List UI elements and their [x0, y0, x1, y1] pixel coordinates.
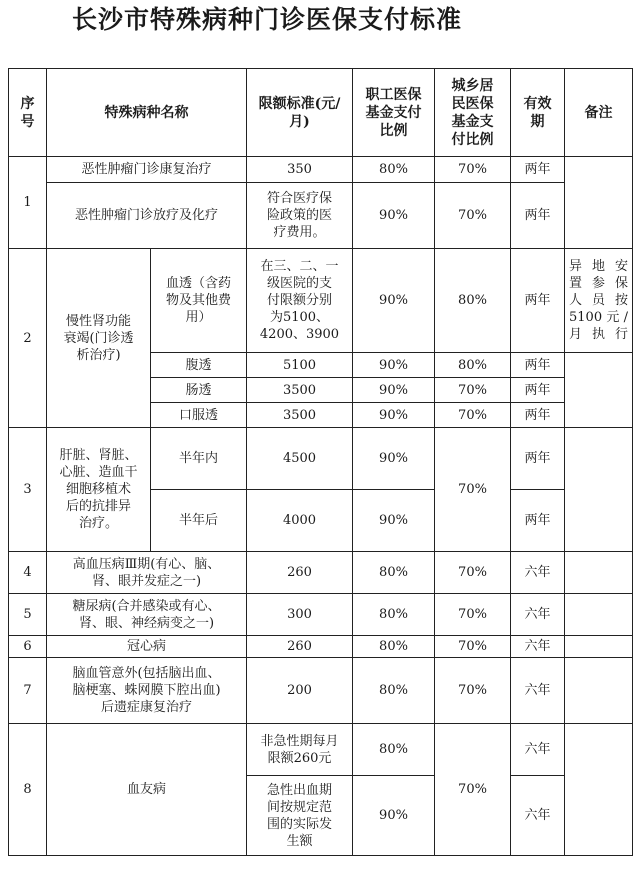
disease-name: 肝脏、肾脏、 心脏、造血干 细胞移植术 后的抗排异 治疗。: [47, 428, 151, 552]
employee-ratio: 80%: [353, 658, 435, 724]
resident-ratio: 70%: [435, 594, 511, 636]
row-number: 7: [9, 658, 47, 724]
row-number: 8: [9, 724, 47, 856]
resident-ratio: 70%: [435, 636, 511, 658]
employee-ratio: 90%: [353, 249, 435, 353]
row-number: 3: [9, 428, 47, 552]
remark-empty: [565, 353, 633, 428]
limit-value: 非急性期每月 限额260元: [247, 724, 353, 776]
employee-ratio: 80%: [353, 636, 435, 658]
limit-value: 4500: [247, 428, 353, 490]
resident-ratio: 70%: [435, 658, 511, 724]
remark-empty: [565, 724, 633, 856]
row-number: 5: [9, 594, 47, 636]
disease-name: 恶性肿瘤门诊放疗及化疗: [47, 183, 247, 249]
employee-ratio: 80%: [353, 552, 435, 594]
limit-value: 200: [247, 658, 353, 724]
header-limit: 限额标准(元/ 月): [247, 69, 353, 157]
remark-empty: [565, 428, 633, 552]
validity: 两年: [511, 353, 565, 378]
payment-standard-table: [8, 68, 633, 856]
limit-value: 300: [247, 594, 353, 636]
disease-name: 高血压病Ⅲ期(有心、脑、 肾、眼并发症之一): [47, 552, 247, 594]
sub-type: 半年内: [151, 428, 247, 490]
validity: 六年: [511, 636, 565, 658]
employee-ratio: 90%: [353, 403, 435, 428]
limit-value: 符合医疗保 险政策的医 疗费用。: [247, 183, 353, 249]
table-row: [9, 552, 633, 594]
validity: 六年: [511, 594, 565, 636]
employee-ratio: 80%: [353, 157, 435, 183]
remark-empty: [565, 157, 633, 249]
resident-ratio: 70%: [435, 724, 511, 856]
table-row: [9, 249, 633, 353]
row-number: 2: [9, 249, 47, 428]
page-title: 长沙市特殊病种门诊医保支付标准: [72, 5, 463, 34]
row-number: 1: [9, 157, 47, 249]
disease-name: 慢性肾功能 衰竭(门诊透 析治疗): [47, 249, 151, 428]
header-remarks: 备注: [565, 69, 633, 157]
validity: 两年: [511, 428, 565, 490]
sub-type: 肠透: [151, 378, 247, 403]
limit-value: 3500: [247, 403, 353, 428]
sub-type: 半年后: [151, 490, 247, 552]
employee-ratio: 90%: [353, 490, 435, 552]
header-resident-ratio: 城乡居 民医保 基金支 付比例: [435, 69, 511, 157]
validity: 两年: [511, 249, 565, 353]
row-number: 4: [9, 552, 47, 594]
validity: 两年: [511, 403, 565, 428]
remark-empty: [565, 594, 633, 636]
resident-ratio: 80%: [435, 249, 511, 353]
resident-ratio: 70%: [435, 552, 511, 594]
employee-ratio: 90%: [353, 428, 435, 490]
table-row: [9, 594, 633, 636]
resident-ratio: 70%: [435, 183, 511, 249]
employee-ratio: 80%: [353, 724, 435, 776]
limit-value: 3500: [247, 378, 353, 403]
table-row: [9, 157, 633, 183]
header-validity: 有效 期: [511, 69, 565, 157]
limit-value: 在三、二、一 级医院的支 付限额分别 为5100、 4200、3900: [247, 249, 353, 353]
sub-type: 血透（含药 物及其他费 用）: [151, 249, 247, 353]
employee-ratio: 90%: [353, 776, 435, 856]
sub-type: 口服透: [151, 403, 247, 428]
remark-empty: [565, 552, 633, 594]
header-row: [9, 69, 633, 157]
validity: 六年: [511, 552, 565, 594]
employee-ratio: 90%: [353, 183, 435, 249]
table-row: [9, 428, 633, 490]
resident-ratio: 70%: [435, 378, 511, 403]
employee-ratio: 90%: [353, 378, 435, 403]
table-row: [9, 724, 633, 776]
disease-name: 冠心病: [47, 636, 247, 658]
validity: 两年: [511, 378, 565, 403]
validity: 六年: [511, 776, 565, 856]
limit-value: 急性出血期 间按规定范 围的实际发 生额: [247, 776, 353, 856]
validity: 两年: [511, 157, 565, 183]
header-employee-ratio: 职工医保 基金支付 比例: [353, 69, 435, 157]
resident-ratio: 70%: [435, 157, 511, 183]
remark-empty: [565, 658, 633, 724]
table-row: [9, 658, 633, 724]
disease-name: 恶性肿瘤门诊康复治疗: [47, 157, 247, 183]
disease-name: 脑血管意外(包括脑出血、 脑梗塞、蛛网膜下腔出血) 后遗症康复治疗: [47, 658, 247, 724]
resident-ratio: 70%: [435, 428, 511, 552]
limit-value: 260: [247, 636, 353, 658]
resident-ratio: 80%: [435, 353, 511, 378]
table-row: [9, 636, 633, 658]
remark-empty: [565, 636, 633, 658]
limit-value: 350: [247, 157, 353, 183]
disease-name: 糖尿病(合并感染或有心、 肾、眼、神经病变之一): [47, 594, 247, 636]
limit-value: 5100: [247, 353, 353, 378]
employee-ratio: 80%: [353, 594, 435, 636]
validity: 两年: [511, 183, 565, 249]
validity: 六年: [511, 724, 565, 776]
row-number: 6: [9, 636, 47, 658]
validity: 两年: [511, 490, 565, 552]
disease-name: 血友病: [47, 724, 247, 856]
resident-ratio: 70%: [435, 403, 511, 428]
limit-value: 260: [247, 552, 353, 594]
employee-ratio: 90%: [353, 353, 435, 378]
header-index: 序 号: [9, 69, 47, 157]
validity: 六年: [511, 658, 565, 724]
table-row: [9, 183, 633, 249]
remark-text: 异地安 置参保 人员按 5100元/ 月执行: [565, 249, 633, 353]
header-disease: 特殊病种名称: [47, 69, 247, 157]
sub-type: 腹透: [151, 353, 247, 378]
limit-value: 4000: [247, 490, 353, 552]
